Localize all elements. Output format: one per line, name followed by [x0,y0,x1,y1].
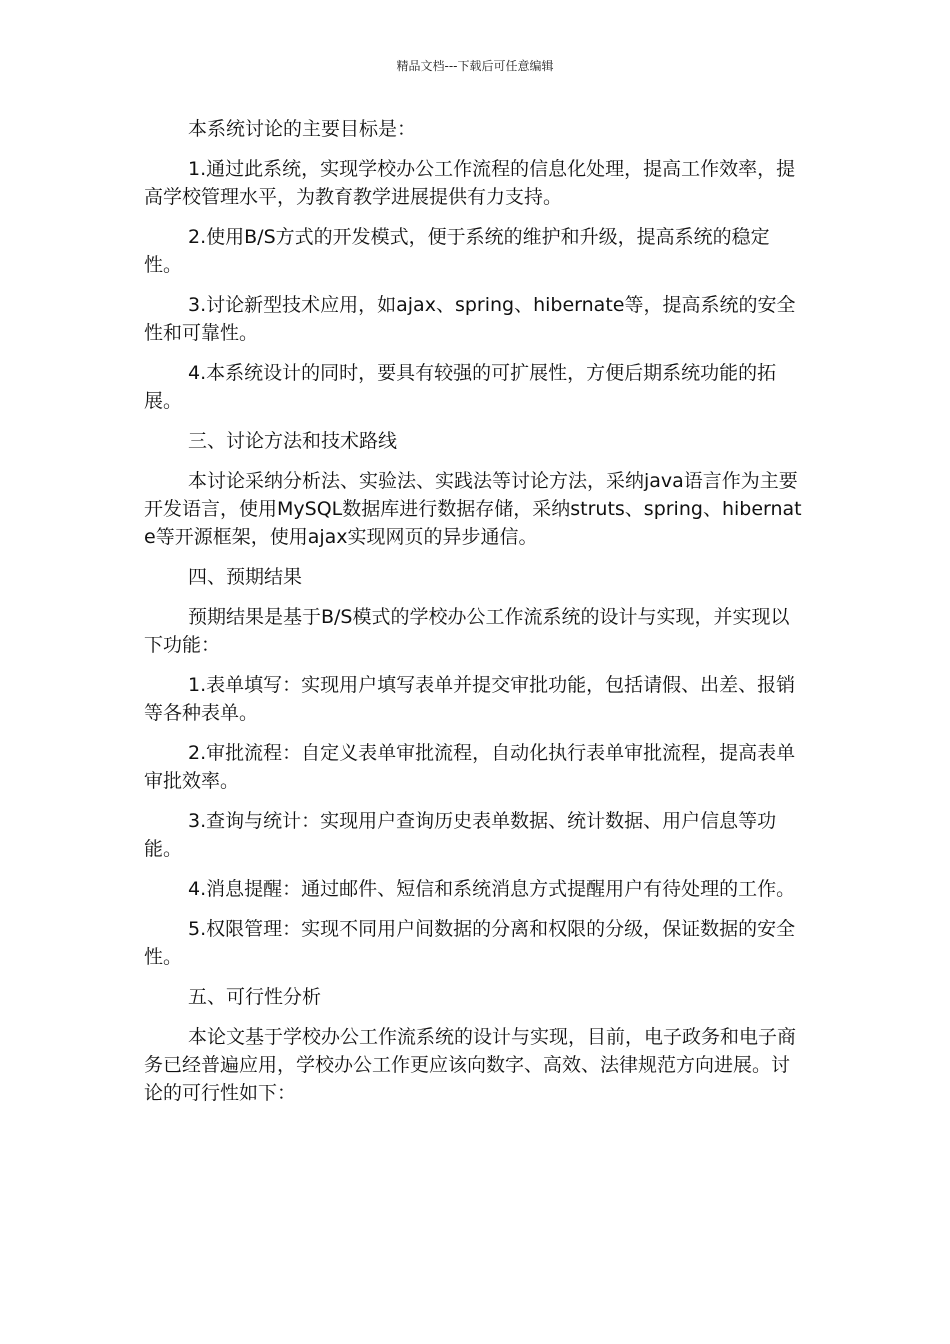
paragraph-goal-2: 2.使用B/S方式的开发模式，便于系统的维护和升级，提高系统的稳定性。 [144,226,770,276]
document-body [144,115,806,1119]
paragraph-feature-1: 1.表单填写：实现用户填写表单并提交审批功能，包括请假、出差、报销等各种表单。 [144,674,796,724]
page-header: 精品文档---下载后可任意编辑 [396,59,554,73]
paragraph-goal-3: 3.讨论新型技术应用，如ajax、spring、hibernate等，提高系统的安全性和可靠性。 [144,294,796,344]
section-heading-results: 四、预期结果 [188,566,303,588]
paragraph-feature-3: 3.查询与统计：实现用户查询历史表单数据、统计数据、用户信息等功能。 [144,810,777,860]
section-heading-methods: 三、讨论方法和技术路线 [188,430,398,452]
paragraph-results-intro: 预期结果是基于B/S模式的学校办公工作流系统的设计与实现，并实现以下功能： [144,606,790,656]
paragraph-feature-4: 4.消息提醒：通过邮件、短信和系统消息方式提醒用户有待处理的工作。 [188,878,796,900]
paragraph-goal-1: 1.通过此系统，实现学校办公工作流程的信息化处理，提高工作效率，提高学校管理水平，为教育教学进展提供有力支持。 [144,158,796,208]
paragraph-feasibility: 本论文基于学校办公工作流系统的设计与实现，目前，电子政务和电子商务已经普遍应用，学校办公工作更应该向数字、高效、法律规范方向进展。讨论的可行性如下： [144,1026,797,1104]
paragraph-methods: 本讨论采纳分析法、实验法、实践法等讨论方法，采纳java语言作为主要开发语言，使用MySQL数据库进行数据存储，采纳struts、spring、hibernate等开源框架，使用ajax实现网页的异步通信。 [144,470,802,548]
paragraph-goals-intro: 本系统讨论的主要目标是： [188,118,417,140]
paragraph-goal-4: 4.本系统设计的同时，要具有较强的可扩展性，方便后期系统功能的拓展。 [144,362,777,412]
paragraph-feature-5: 5.权限管理：实现不同用户间数据的分离和权限的分级，保证数据的安全性。 [144,918,796,968]
paragraph-feature-2: 2.审批流程：自定义表单审批流程，自动化执行表单审批流程，提高表单审批效率。 [144,742,796,792]
section-heading-feasibility: 五、可行性分析 [188,986,322,1008]
